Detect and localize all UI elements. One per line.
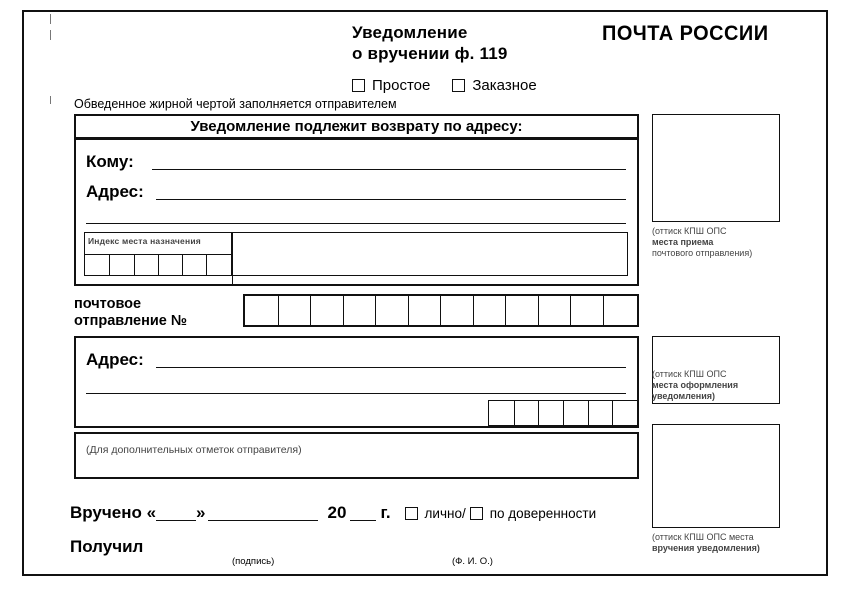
recipient-address-line-1[interactable] xyxy=(156,367,626,368)
index-cell[interactable] xyxy=(134,255,158,275)
recipient-address-label: Адрес: xyxy=(86,350,144,369)
mail-type-options xyxy=(352,74,632,96)
option-personally[interactable] xyxy=(405,506,466,521)
delivery-row xyxy=(70,500,645,526)
option-registered[interactable] xyxy=(452,77,536,94)
checkbox-icon-proxy[interactable] xyxy=(470,507,483,520)
mail-number-cell[interactable] xyxy=(603,296,636,325)
index-cell[interactable] xyxy=(109,255,133,275)
mail-number-cell[interactable] xyxy=(375,296,408,325)
delivery-day-close: » xyxy=(196,503,206,522)
brand-logo: ПОЧТА РОССИИ xyxy=(602,22,769,45)
address-line-2[interactable] xyxy=(86,223,626,224)
delivery-year-suffix: г. xyxy=(380,503,391,522)
sender-note: Обведенное жирной чертой заполняется отправителем xyxy=(74,97,397,111)
mail-number-cell[interactable] xyxy=(570,296,603,325)
option-proxy[interactable] xyxy=(470,506,596,521)
to-line[interactable] xyxy=(152,169,626,170)
mail-number-cells[interactable] xyxy=(243,294,639,327)
stamp-caption-delivery-line2: вручения уведомления) xyxy=(652,543,760,553)
mail-number-cell[interactable] xyxy=(408,296,441,325)
destination-index-cells[interactable] xyxy=(85,254,231,275)
fio-caption: (Ф. И. О.) xyxy=(452,556,493,567)
option-proxy-label: по доверенности xyxy=(489,505,597,521)
to-label: Кому: xyxy=(86,152,134,171)
recipient-address-line-2[interactable] xyxy=(86,393,626,394)
address-line-1[interactable] xyxy=(156,199,626,200)
option-personally-label: лично/ xyxy=(424,505,466,521)
mail-number-label xyxy=(74,296,187,330)
mail-number-cell[interactable] xyxy=(310,296,343,325)
stamp-box-delivery[interactable] xyxy=(652,424,780,528)
recipient-index-cell[interactable] xyxy=(612,401,637,425)
mail-number-cell[interactable] xyxy=(278,296,311,325)
mail-number-cell[interactable] xyxy=(505,296,538,325)
stamp-caption-processing xyxy=(652,369,792,402)
delivery-year-line[interactable] xyxy=(350,506,376,521)
recipient-index-cell[interactable] xyxy=(563,401,588,425)
signature-caption: (подпись) xyxy=(232,556,275,567)
checkbox-icon-personally[interactable] xyxy=(405,507,418,520)
delivery-day-line[interactable] xyxy=(156,506,196,521)
delivered-label: Вручено « xyxy=(70,503,157,522)
index-right-box[interactable] xyxy=(232,232,628,276)
stamp-caption-acceptance-line3: почтового отправления) xyxy=(652,248,753,258)
stamp-caption-acceptance xyxy=(652,226,792,259)
extra-marks-note: (Для дополнительных отметок отправителя) xyxy=(86,444,302,456)
form-title-line2: о вручении ф. 119 xyxy=(352,44,508,63)
index-cell[interactable] xyxy=(206,255,230,275)
index-cell[interactable] xyxy=(85,255,109,275)
option-simple-label: Простое xyxy=(372,76,431,94)
return-address-header: Уведомление подлежит возврату по адресу: xyxy=(74,114,639,138)
recipient-index-cell[interactable] xyxy=(514,401,539,425)
mail-number-cell[interactable] xyxy=(245,296,278,325)
mail-number-label-line1: почтовое xyxy=(74,296,142,312)
mail-number-cell[interactable] xyxy=(440,296,473,325)
address-label: Адрес: xyxy=(86,182,144,201)
mail-number-cell[interactable] xyxy=(538,296,571,325)
stamp-caption-delivery xyxy=(652,532,792,554)
option-simple[interactable] xyxy=(352,77,430,94)
stamp-caption-delivery-line1: (оттиск КПШ ОПС места xyxy=(652,532,754,542)
stamp-caption-acceptance-line1: (оттиск КПШ ОПС xyxy=(652,226,727,236)
form-title-line1: Уведомление xyxy=(352,23,468,42)
stamp-caption-processing-line1: (оттиск КПШ ОПС xyxy=(652,369,727,379)
index-cell[interactable] xyxy=(182,255,206,275)
index-cell[interactable] xyxy=(158,255,182,275)
checkbox-icon-simple[interactable] xyxy=(352,79,365,92)
checkbox-icon-registered[interactable] xyxy=(452,79,465,92)
stamp-box-acceptance[interactable] xyxy=(652,114,780,222)
stamp-caption-processing-line3: уведомления) xyxy=(652,391,715,401)
received-row xyxy=(70,533,645,557)
recipient-index-cell[interactable] xyxy=(489,401,514,425)
delivery-year-prefix: 20 xyxy=(327,503,347,522)
mail-number-cell[interactable] xyxy=(343,296,376,325)
stamp-caption-acceptance-line2: места приема xyxy=(652,237,714,247)
mail-number-label-line2: отправление № xyxy=(74,313,188,329)
option-registered-label: Заказное xyxy=(472,76,537,94)
recipient-index-cells[interactable] xyxy=(488,400,639,426)
stamp-caption-processing-line2: места оформления xyxy=(652,380,739,390)
mail-number-cell[interactable] xyxy=(473,296,506,325)
recipient-index-cell[interactable] xyxy=(538,401,563,425)
delivery-month-line[interactable] xyxy=(208,506,318,521)
received-label: Получил xyxy=(70,537,144,556)
form-title xyxy=(352,22,582,64)
destination-index-caption: Индекс места назначения xyxy=(88,236,201,246)
recipient-index-cell[interactable] xyxy=(588,401,613,425)
